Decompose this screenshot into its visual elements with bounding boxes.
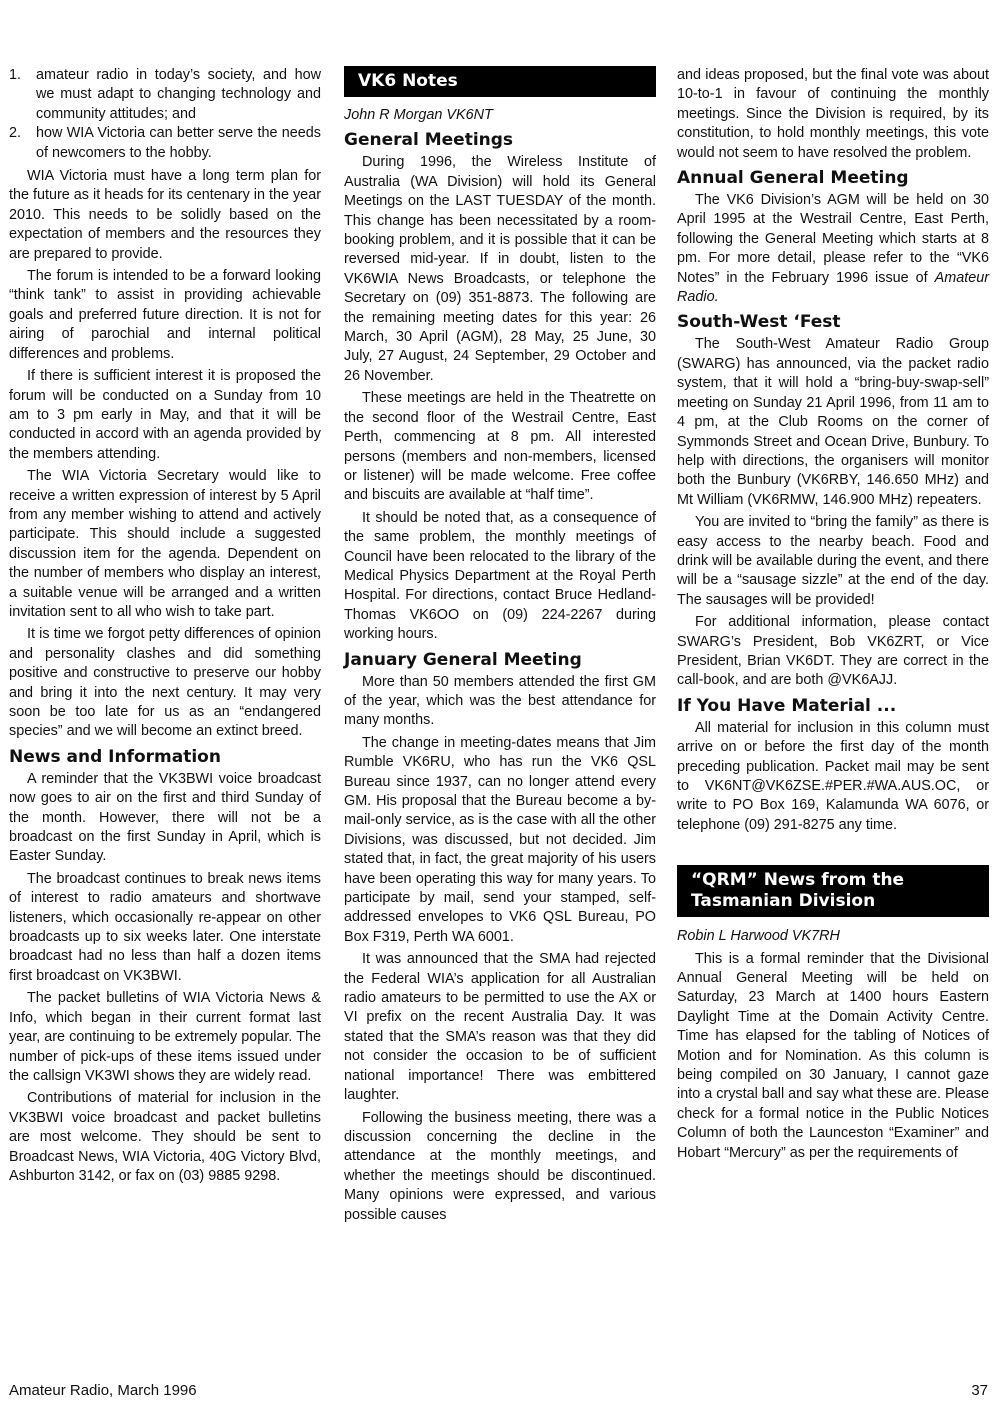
paragraph-continuation: and ideas proposed, but the final vote was about 10-to-1 in favour of continuing the monthly meetings. Since the Division is required, by its constitution, to hold monthly meetings, this vote would not seem to have resolved the problem.: [677, 67, 989, 161]
paragraph: Contributions of material for inclusion in the VK3BWI voice broadcast and packet bulletins are most welcome. They should be sent to Broadcast News, WIA Victoria, 40G Victory Blvd, Ashburton 3142, or fax on (03) 9885 9298.: [9, 1090, 321, 1184]
southwest-fest-heading: South-West ‘Fest: [677, 312, 841, 333]
forum-topics-list: [9, 66, 321, 163]
paragraph: It was announced that the SMA had rejected the Federal WIA’s application for all Australian radio amateurs to be permitted to use the AX or VI prefix on the recent Australia Day. It was stated that the SMA’s reason was that they did not consider the occasion to be of sufficient national importance! There was embittered laughter.: [344, 951, 656, 1104]
paragraph: For additional information, please contact SWARG’s President, Bob VK6ZRT, or Vice President, Brian VK6DT. They are correct in the call-book, and are both @VK6AJJ.: [677, 614, 989, 689]
footer-publication: Amateur Radio, March 1996: [9, 1382, 197, 1399]
paragraph: WIA Victoria must have a long term plan for the future as it heads for its centenary in the year 2010. This needs to be solidly based on the expectation of members and the resources they are prepared to provide.: [9, 168, 321, 262]
page-number: 37: [971, 1382, 988, 1399]
general-meetings-heading: General Meetings: [344, 130, 514, 151]
paragraph: The packet bulletins of WIA Victoria News & Info, which began in their current format last year, are continuing to be extremely popular. The number of pick-ups of these items issued under the callsign VK3WI shows they are widely read.: [9, 990, 321, 1084]
list-text: how WIA Victoria can better serve the needs of newcomers to the hobby.: [36, 125, 321, 161]
qrm-byline: Robin L Harwood VK7RH: [677, 928, 840, 945]
qrm-news-title: [677, 865, 989, 917]
paragraph: More than 50 members attended the first GM of the year, which was the best attendance for many months.: [344, 673, 656, 729]
paragraph: This is a formal reminder that the Divisional Annual General Meeting will be held on Saturday, 23 March at 1400 hours Eastern Daylight Time at the Domain Activity Centre. Time has elapsed for the tabling of Notices of Motion and for Nomination. As this column is being compiled on 30 January, I cannot gaze into a crystal ball and say what these are. Please check for a formal notice in the Public Notices Column of both the Launceston “Examiner” and Hobart “Mercury” as per the requirements of: [677, 950, 989, 1161]
list-number: 2.: [9, 125, 22, 142]
column-2: [344, 66, 656, 1228]
section-title-text: VK6 Notes: [358, 71, 458, 91]
publication-title: Amateur Radio.: [677, 269, 989, 306]
material-heading: If You Have Material ...: [677, 695, 897, 716]
paragraph: It is time we forgot petty differences of opinion and personality clashes and did something positive and constructive to preserve our hobby and bring it into the next century. It may very soon be too late for us as an “endangered species” and we will become an extinct breed.: [9, 626, 321, 740]
vk6-notes-title: [344, 66, 656, 97]
paragraph: [677, 191, 989, 307]
paragraph: All material for inclusion in this column must arrive on or before the first day of the month preceding publication. Packet mail may be sent to VK6NT@VK6ZSE.#PER.#WA.AUS.OC, or write to PO Box 169, Kalamunda WA 6076, or telephone (09) 291-8275 any time.: [677, 719, 989, 833]
paragraph: The forum is intended to be a forward looking “think tank” to assist in providing achievable goals and preferred future direction. It is not for airing of parochial and internal political differences and problems.: [9, 268, 321, 362]
paragraph: The South-West Amateur Radio Group (SWARG) has announced, via the packet radio system, that it will hold a “bring-buy-swap-sell” meeting on Sunday 21 April 1996, from 11 am to 4 pm, at the Club Rooms on the corner of Symmonds Street and Ocean Drive, Bunbury. To help with directions, the organisers will monitor both the Bunbury (VK6RBY, 146.650 MHz) and Mt William (VK6RMW, 146.900 MHz) repeaters.: [677, 336, 989, 508]
news-heading: News and Information: [9, 746, 221, 767]
list-item: [9, 124, 321, 163]
column-1: [9, 66, 321, 1189]
paragraph: During 1996, the Wireless Institute of Australia (WA Division) will hold its General Meetings on the LAST TUESDAY of the month. This change has been necessitated by a room-booking problem, and it is possible that it can be reversed mid-year. If in doubt, listen to the VK6WIA News Broadcasts, or telephone the Secretary on (09) 351-8873. The following are the remaining meeting dates for this year: 26 March, 30 April (AGM), 28 May, 25 June, 30 July, 27 August, 24 September, 29 October and 26 November.: [344, 154, 656, 384]
qrm-title-line-1: “QRM” News from the: [691, 870, 905, 891]
list-number: 1.: [9, 67, 22, 83]
january-meeting-heading: January General Meeting: [344, 649, 582, 670]
paragraph: These meetings are held in the Theatrette on the second floor of the Westrail Centre, East Perth, commencing at 8 pm. All interested persons (members and non-members, licensed or listener) will be made welcome. Free coffee and biscuits are available at “half time”.: [344, 390, 656, 504]
paragraph: The change in meeting-dates means that Jim Rumble VK6RU, who has run the VK6 QSL Bureau since 1937, can no longer attend every GM. His proposal that the Bureau become a by-mail-only service, as is the case with all the other Divisions, was discussed, but not decided. Jim stated that, in fact, the great majority of his users have been operating this way for many years. To participate by mail, send your stamped, self-addressed envelopes to VK6 QSL Bureau, PO Box F319, Perth WA 6001.: [344, 734, 656, 945]
paragraph: If there is sufficient interest it is proposed the forum will be conducted on a Sunday from 10 am to 3 pm early in May, and that it will be conducted in accord with an agenda provided by the members attending.: [9, 368, 321, 462]
byline: John R Morgan VK6NT: [344, 107, 493, 123]
column-3: [677, 66, 989, 1166]
paragraph: The broadcast continues to break news items of interest to radio amateurs and shortwave listeners, which occasionally re-appear on other broadcasts up to six weeks later. One interstate broadcast had no less than half a dozen items first broadcast on VK3BWI.: [9, 870, 321, 984]
paragraph: It should be noted that, as a consequence of the same problem, the monthly meetings of Council have been relocated to the library of the Medical Physics Department at the Royal Perth Hospital. For directions, contact Bruce Hedland-Thomas VK6OO on (09) 224-2267 during working hours.: [344, 509, 656, 643]
paragraph: The WIA Victoria Secretary would like to receive a written expression of interest by 5 April from any member wishing to attend and actively participate. This should include a suggested discussion item for the agenda. Dependent on the number of members who display an interest, a suitable venue will be arranged and a written invitation sent to all who wish to take part.: [9, 468, 321, 620]
list-text: amateur radio in today’s society, and how we must adapt to changing technology and community attitudes; and: [36, 67, 321, 122]
paragraph: Following the business meeting, there was a discussion concerning the decline in the attendance at the monthly meetings, and whether the meetings should be discontinued. Many opinions were expressed, and various possible causes: [344, 1109, 656, 1223]
paragraph: You are invited to “bring the family” as there is easy access to the nearby beach. Food and drink will be available during the event, and there will be a “sausage sizzle” at the end of the day. The sausages will be provided!: [677, 514, 989, 608]
page-footer: [9, 1382, 988, 1400]
agm-heading: Annual General Meeting: [677, 168, 909, 189]
qrm-title-line-2: Tasmanian Division: [691, 891, 876, 912]
agm-text: The VK6 Division’s AGM will be held on 30 April 1995 at the Westrail Centre, East Perth, following the General Meeting which starts at 8 pm. For more detail, please refer to the “VK6 Notes” in the February 1996 issue of: [677, 192, 989, 286]
list-item: [9, 66, 321, 124]
paragraph: A reminder that the VK3BWI voice broadcast now goes to air on the first and third Sunday of the month. However, there will not be a broadcast on the first Sunday in April, which is Easter Sunday.: [9, 770, 321, 865]
